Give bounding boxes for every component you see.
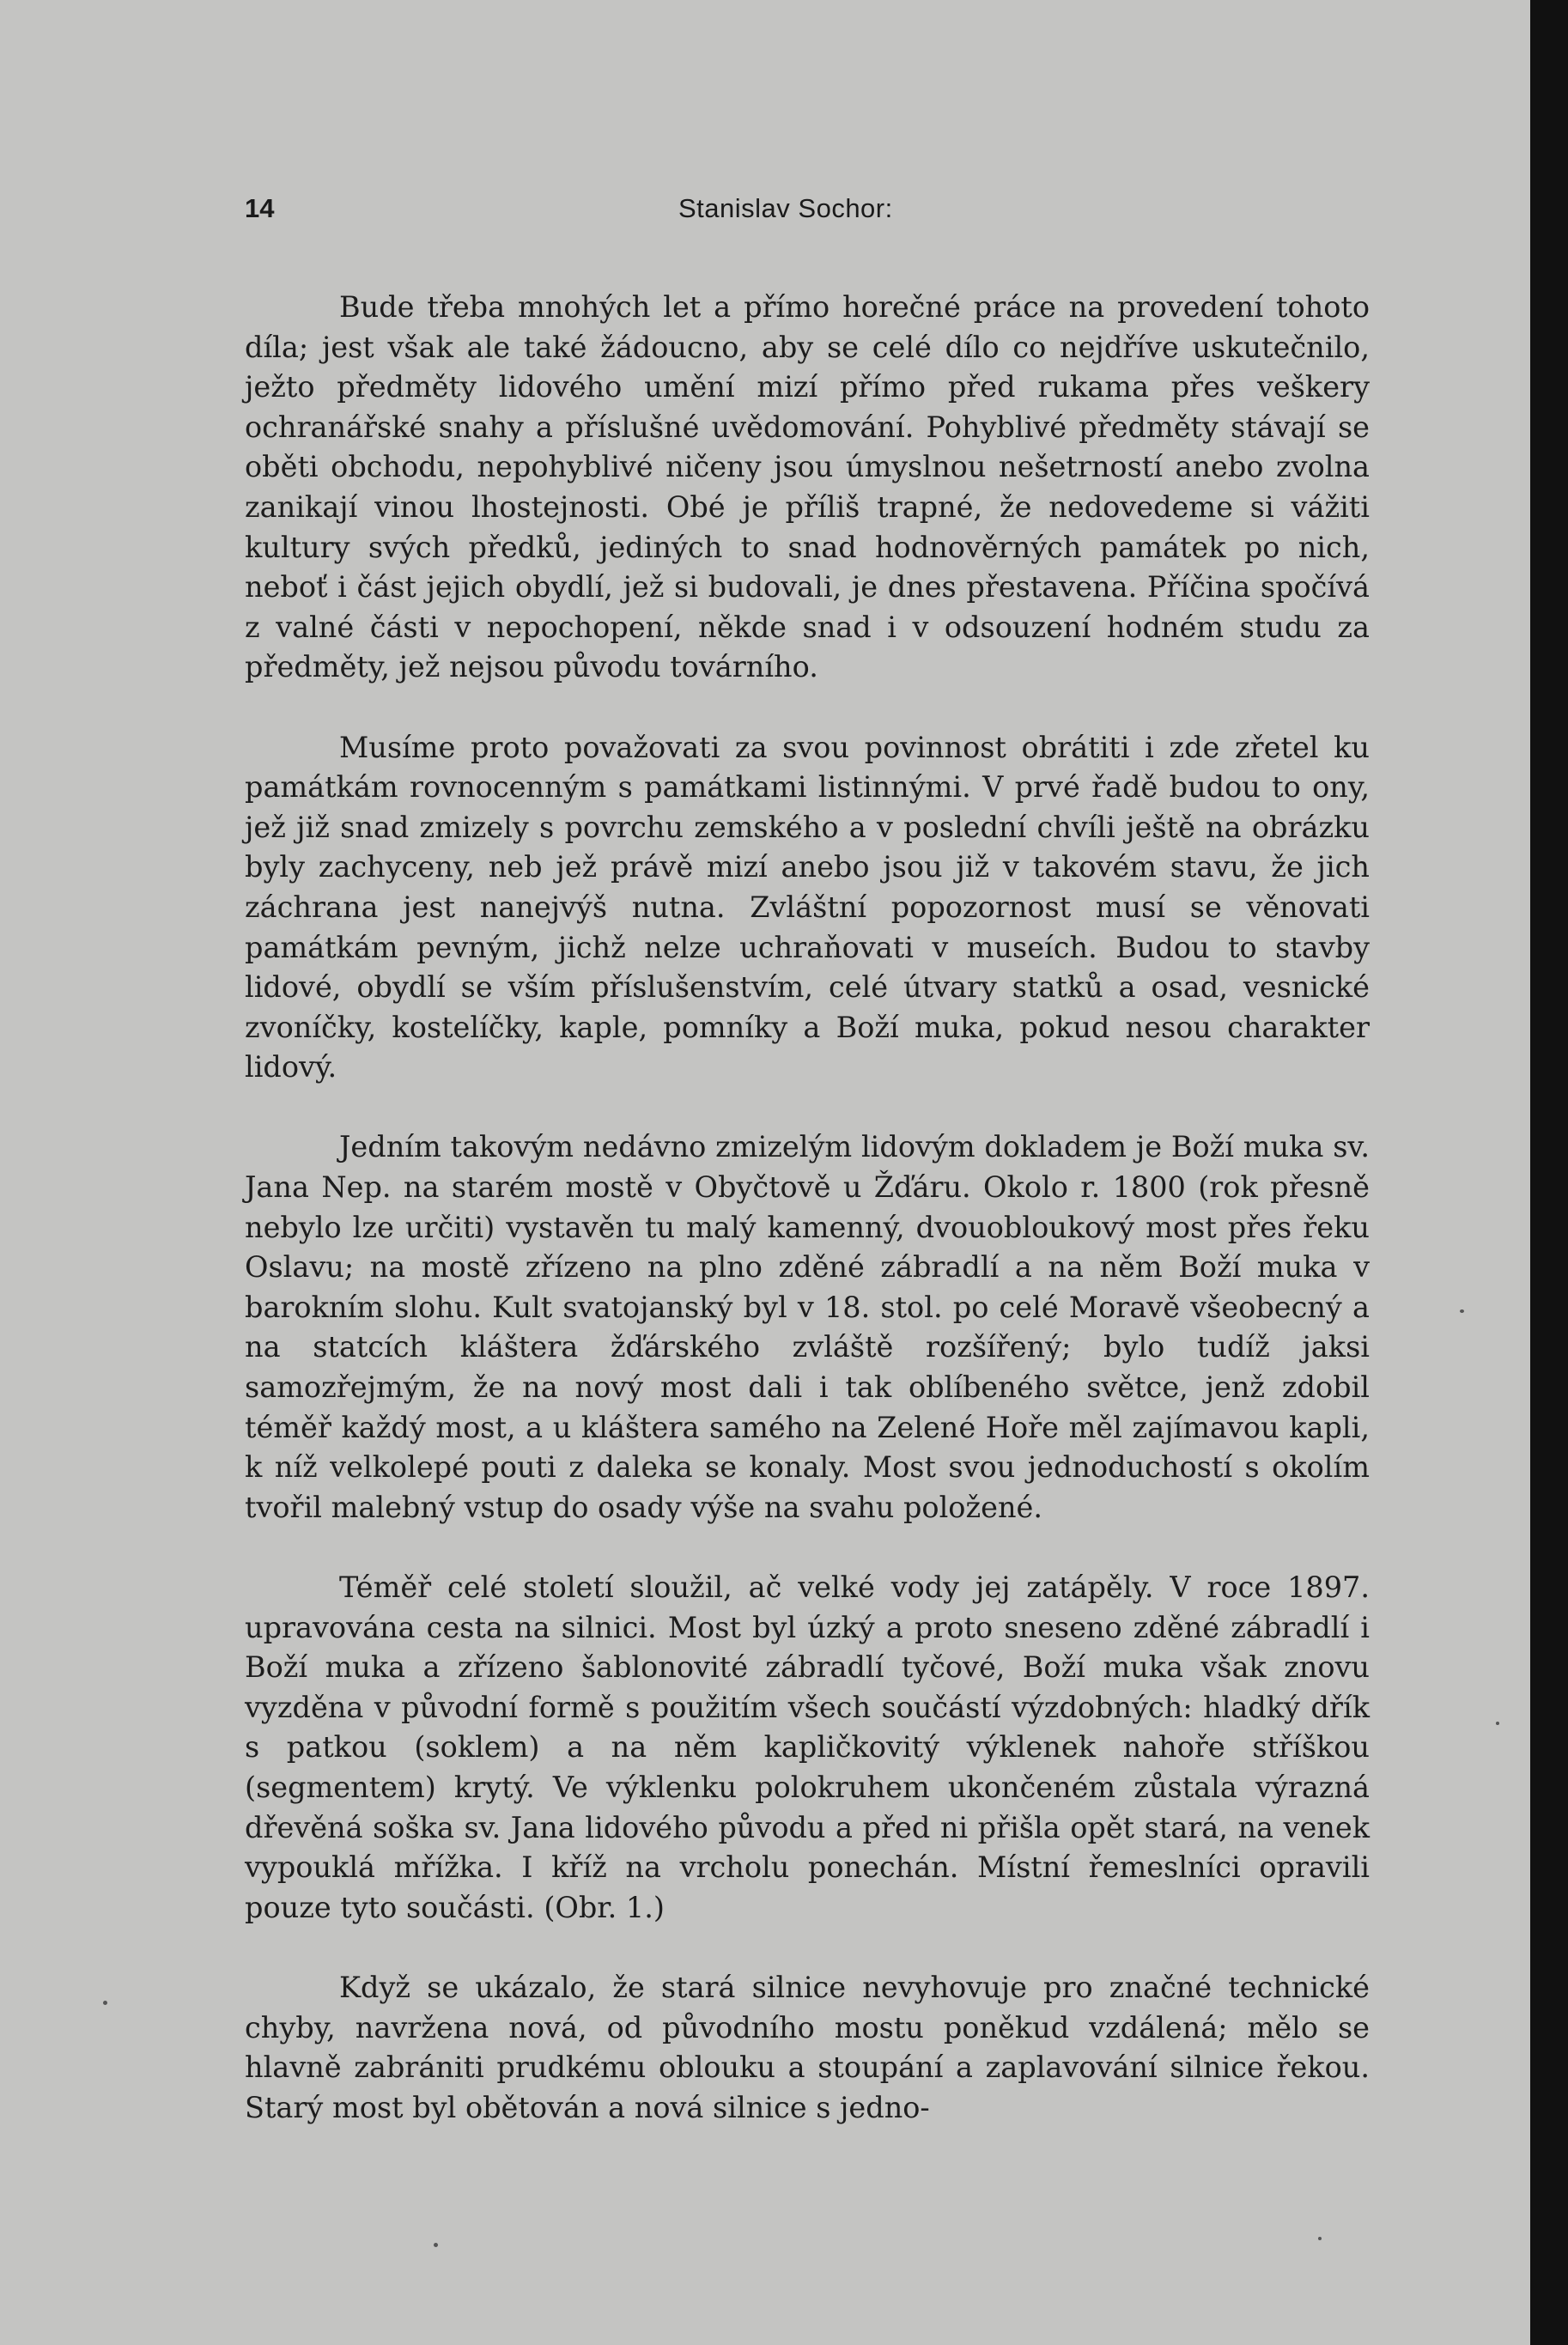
paper-speck bbox=[1318, 2237, 1322, 2240]
paper-speck bbox=[103, 2001, 107, 2005]
page-header bbox=[245, 193, 1383, 232]
paper-speck bbox=[434, 2243, 438, 2247]
paragraph-5: Když se ukázalo, že stará silnice nevyhovuje pro značné technické chyby, navržena nová, od původního mostu poněkud vzdálená; mělo se hlavně zabrániti prudkému oblouku a stoupání a zaplavování silnice řekou. Starý most byl obětován a nová silnice s jedno- bbox=[245, 1970, 1370, 2124]
paragraph-1: Bude třeba mnohých let a přímo horečné práce na provedení tohoto díla; jest však ale také žádoucno, aby se celé dílo co nejdříve uskutečnilo, ježto předměty lidového umění mizí přímo před rukama přes veškery ochranářské snahy a příslušné uvědomování. Pohyblivé předměty stávají se oběti obchodu, nepohyblivé ničeny jsou úmyslnou nešetrností anebo zvolna zanikají vinou lhostejnosti. Obé je příliš trapné, že nedovedeme si vážiti kultury svých předků, jediných to snad hodnověrných památek po nich, neboť i část jejich obydlí, jež si budovali, je dnes přestavena. Příčina spočívá z valné části v nepochopení, někde snad i v odsouzení hodném studu za předměty, jež nejsou původu továrního. bbox=[245, 290, 1370, 684]
paragraph-2: Musíme proto považovati za svou povinnost obrátiti i zde zřetel ku památkám rovnocenným s památkami listinnými. V prvé řadě budou to ony, jež již snad zmizely s povrchu zemského a v poslední chvíli ještě na obrázku byly zachyceny, neb jež právě mizí anebo jsou již v takovém stavu, že jich záchrana jest nanejvýš nutna. Zvláštní popozornost musí se věnovati památkám pevným, jichž nelze uchraňovati v museích. Budou to stavby lidové, obydlí se vším příslušenstvím, celé útvary statků a osad, vesnické zvoníčky, kostelíčky, kaple, pomníky a Boží muka, pokud nesou charakter lidový. bbox=[245, 730, 1370, 1084]
paper-speck bbox=[1496, 1722, 1499, 1725]
paper-speck bbox=[1460, 1309, 1464, 1313]
scan-edge bbox=[1530, 0, 1568, 2345]
body-text bbox=[245, 288, 1370, 2128]
page-number: 14 bbox=[245, 193, 275, 223]
paragraph-3: Jedním takovým nedávno zmizelým lidovým dokladem je Boží muka sv. Jana Nep. na starém mostě v Obyčtově u Žďáru. Okolo r. 1800 (rok přesně nebylo lze určiti) vystavěn tu malý kamenný, dvouobloukový most přes řeku Oslavu; na mostě zřízeno na plno zděné zábradlí a na něm Boží muka v barokním slohu. Kult svatojanský byl v 18. stol. po celé Moravě všeobecný a na statcích kláštera žďárského zvláště rozšířený; bylo tudíž jaksi samozřejmým, že na nový most dali i tak oblíbeného světce, jenž zdobil téměř každý most, a u kláštera samého na Zelené Hoře měl zajímavou kapli, k níž velkolepé pouti z daleka se konaly. Most svou jednoduchostí s okolím tvořil malebný vstup do osady výše na svahu položené. bbox=[245, 1130, 1370, 1524]
paragraph-4: Téměř celé století sloužil, ač velké vody jej zatápěly. V roce 1897. upravována cesta na silnici. Most byl úzký a proto sneseno zděné zábradlí i Boží muka a zřízeno šablonovité zábradlí tyčové, Boží muka však znovu vyzděna v původní formě s použitím všech součástí výzdobných: hladký dřík s patkou (soklem) a na něm kapličkovitý výklenek nahoře stříškou (segmentem) krytý. Ve výklenku polokruhem ukončeném zůstala výrazná dřevěná soška sv. Jana lidového původu a před ni přišla opět stará, na venek vypouklá mřížka. I kříž na vrcholu ponechán. Místní řemeslníci opravili pouze tyto součásti. (Obr. 1.) bbox=[245, 1570, 1370, 1924]
running-title: Stanislav Sochor: bbox=[678, 193, 893, 223]
